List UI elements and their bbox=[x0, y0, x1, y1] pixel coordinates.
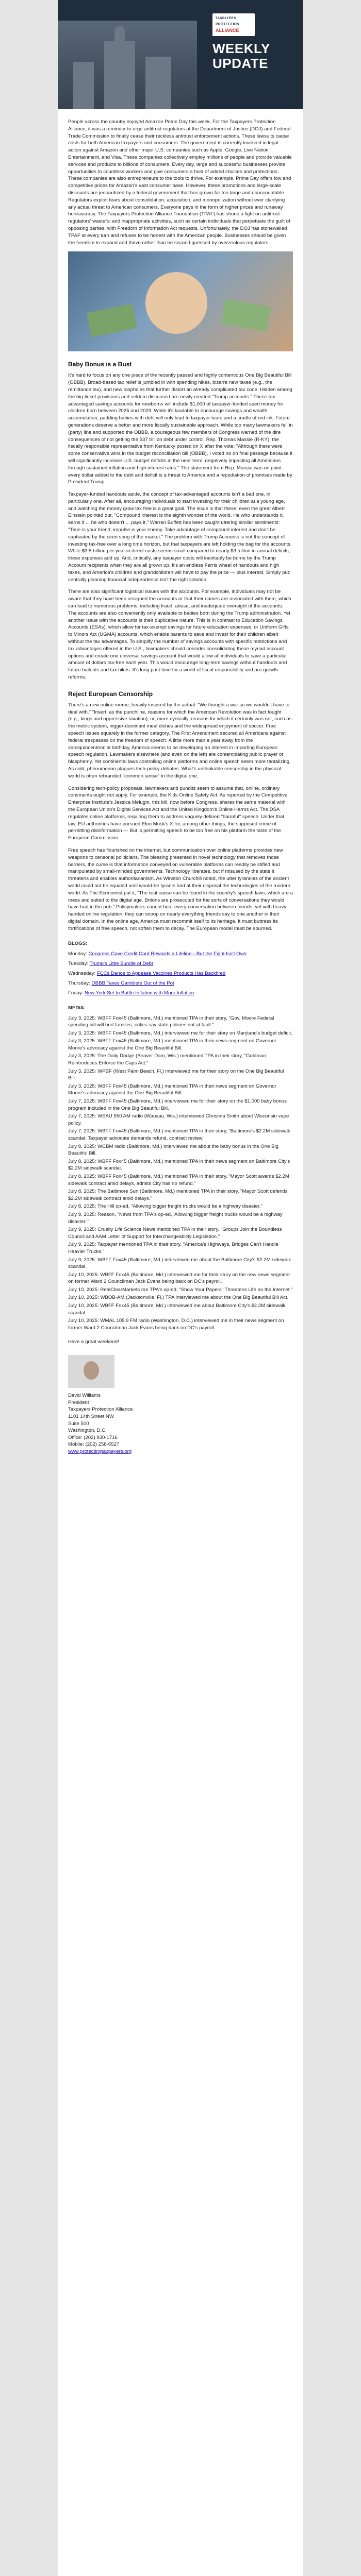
closing-line: Have a great weekend! bbox=[68, 1339, 119, 1345]
tpa-logo bbox=[212, 13, 255, 36]
signature-org: Taxpayers Protection Alliance bbox=[68, 1406, 133, 1413]
header-banner bbox=[58, 0, 303, 109]
signature-website-link[interactable]: www.protectingtaxpayers.org bbox=[68, 1449, 132, 1454]
capitol-skyline-image bbox=[58, 21, 197, 109]
media-item: July 10, 2025: WBFF Fox45 (Baltimore, Md.) interviewed me for their story on the new news segment on former Ward 2 Councilman Jack Evans being back on DC's payroll. bbox=[68, 1272, 290, 1285]
blog-link[interactable]: FCCs Dance to Appease Vaccines Products Has Backfired bbox=[96, 970, 226, 976]
section1-paragraph: It's hard to focus on any one piece of the recently passed and highly contentious One Big Beautiful Bill (OBBB). Broad-based tax relief is jumbled in with spending hikes, bizarre new taxes (e.g., the remittance tax), and new loopholes that further distort an already complicated tax code. Hidden among the big-ticket provisions and seldom discussed are newly created "Trump accounts." These tax-advantaged savings accounts for newborns will include $1,000 of taxpayer-funded seed money for children born between 2025 and 2029. While it's laudable to encourage savings and wealth accumulation, padding babies with debt will only lead to taxpayer tears and a cradle of red ink. Future generations deserve a better and more fiscally sustainable approach. While too many lawmakers fell in (party) line and supported the OBBB, a courageous few members of Congress warned of the dire consequences of not getting the $37 trillion debt under control. Rep. Thomas Massie (R-KY), the fiscally responsible representative from Kentucky posted on X after the vote: "Although there were some conservative wins in the budget reconciliation bill (OBBB), I voted no on final passage because it will significantly increase U.S. budget deficits in the near term, negatively impacting all Americans through sustained inflation and high interest rates." The statement from Rep. Massie was on point: every dollar added to the debt and deficit is a threat to America and a repudiation of promises made by President Trump. bbox=[68, 372, 293, 485]
media-item: July 10, 2025: RealClearMarkets ran TPA's op-ed, "Show Your Papers" Threatens Life on the Internet." bbox=[68, 1286, 293, 1293]
media-item: July 7, 2025: WSAU 550 AM radio (Wausau, Wis.) interviewed Christina Smith about Wisconsin vape policy. bbox=[68, 1113, 289, 1126]
signature-name: David Williams bbox=[68, 1393, 101, 1399]
media-item: July 3, 2025: WBFF Fox45 (Baltimore, Md.) mentioned TPA in their news segment on Governor Moore's advocacy against the One Big Beautiful Bill. bbox=[68, 1083, 276, 1096]
media-item: July 8, 2025: WCBM radio (Baltimore, Md.) interviewed me about the baby bonus in the One Big Beautiful Bill. bbox=[68, 1143, 278, 1157]
logo-line-1: TAXPAYERS bbox=[216, 17, 236, 20]
blog-item: Monday: Congress Gave Credit Card Rewards a Lifeline—But the Fight Isn't Over bbox=[68, 951, 247, 957]
intro-paragraph: People across the country enjoyed Amazon Prime Day this week. For the Taxpayers Protection Alliance, it was a reminder to urge antitrust regulators at the Department of Justice (DOJ) and Federal Trade Commission to finally cease their reckless antitrust enforcement actions. These lawsuits cause costs for both American taxpayers and consumers. The government is currently involved in legal action against Amazon and other major U.S. companies such as Apple, Google, Live Nation Entertainment, and Visa. These companies collectively employ millions of people and provide valuable services and products to billions of consumers. Every day, large and successful businesses provide opportunities to countless workers and give consumers a host of added choices and protections. These companies are also entrepreneurs to the tools to thrive. For example, Prime Day offers low and competitive prices for Amazon's vast consumer base. However, these promotions and large-scale discounts are jeopardized by a federal government that has grown far too large and unaccountable. Regulators exploit fears about consolidation, acquisition, and monopolization without ever clarifying any actual threat to American consumers. Everyone pays in the form of higher prices and runaway bureaucracy. The Taxpayers Protection Alliance Foundation (TPAF) has shone a light on antitrust regulators' wasteful and inappropriate activities, such as certain individuals that perpetuate the guilt of opposing parties, with Freedom of Information Act requests. Unfortunately, the DOJ has stonewalled TPAF at every turn and refuses to be honest with the American people. Businesses should be given the freedom to expand and thrive rather than be second guessed by overzealous regulators. bbox=[68, 119, 292, 246]
media-item: July 3, 2025: WBFF Fox45 (Baltimore, Md.) interviewed me for their story on Maryland's budget deficit. bbox=[68, 1030, 292, 1036]
section1-paragraph: There are also significant logistical issues with the accounts. For example, individuals may not be aware that they have been assigned the accounts or that their names are associated with them, which can lead to numerous problems, including fraud, abuse, and inadequate oversight of the accounts. The accounts are also conveniently only available to babies born during the Trump administration. Yet another issue with the accounts is their duplicative nature. This is in contrast to Education Savings Accounts (ESAs), which allow for tax-exempt savings for future education expenses, or Uniform Gifts to Minors Act (UGMA) accounts, which enable parents to save and invest for their children albeit without the tax advantages. To simplify the number of savings accounts with specific restrictions and tax advantages offered in the U.S., lawmakers should consider consolidating these myriad account options and create one universal savings account that would allow all individuals to save a particular amount of dollars tax-free each year. This would encourage long-term savings without handouts and future bailouts and tax hikes. It's long past time for a world of fiscal responsibility and pro-growth reforms. bbox=[68, 589, 291, 681]
signature-office-phone: Office: (202) 930-1716 bbox=[68, 1434, 118, 1440]
signature-address: Suite 500 bbox=[68, 1420, 89, 1427]
section-heading-baby-bonus: Baby Bonus is a Bust bbox=[68, 361, 132, 368]
media-label: MEDIA: bbox=[68, 1005, 86, 1011]
section1-paragraph: Taxpayer-funded handouts aside, the concept of tax-advantaged accounts isn't a bad one, in particularly one. After all, encouraging individuals to start investing for their children at a young age, and watching the money grow tax free is a great goal. The issue is that these, even the great Albert Einstein pointed out, "Compound interest is the eighth wonder of the world. He who understands it, earns it ... he who doesn't ... pays it." Warren Buffett has been caught uttering similar sentiments: "Time is your friend; impulse is your enemy. Take advantage of compound interest and don't be captivated by the siren song of the market." The problem with Trump Accounts is not the concept of investing tax-free over a long time horizon, but that taxpayers are left holding the bag for the accounts. While $3.5 billion per year in direct costs seems small compared to nearly $3 trillion in annual deficits, these expenses add up. And, critically, any taxpayer costs will inevitably be borne by the Trump Account recipients when they are all grown up. It's an endless Ferris wheel of handouts and high taxes, and America's children and grandchildren will have to pay the price — plus interest. Simply put: centrally planning financial independence isn't the right solution. bbox=[68, 492, 292, 583]
blog-link[interactable]: New York Set to Battle Inflation with More Inflation bbox=[85, 990, 194, 996]
email-body bbox=[58, 0, 303, 2576]
media-item: July 3, 2025: WBFF Fox45 (Baltimore, Md.) mentioned TPA in their news segment on Governor Moore's advocacy against the One Big Beautiful Bill. bbox=[68, 1038, 276, 1051]
media-item: July 9, 2025: Taxpayer mentioned TPA in their story, "America's Highways, Bridges Can't Handle Heavier Trucks." bbox=[68, 1242, 278, 1255]
signature-mobile-phone: Mobile: (202) 258-6527 bbox=[68, 1442, 120, 1448]
logo-line-2: PROTECTION bbox=[216, 23, 239, 26]
blog-item: Thursday: OBBB Taxes Gamblers Out of the Pot bbox=[68, 980, 174, 986]
logo-line-3: ALLIANCE bbox=[216, 28, 239, 33]
section3-paragraph: Free speech has flourished on the internet, but communication over online platforms provides new weapons to censorial politicians. The blessing presented in novel technology that removes those barriers, the curse is that information conveyed on vulnerable platforms can readily be stifled and manipulated by small-minded governments. Technology liberates, but if misused by the state it threatens and enables authoritarianism. As Winston Churchill noted, the utter tyrannies of the ancient world could not be equaled until would-be tyrants had at their disposal the technologies of the modern world. As The Economist put it, "The real cause can be found in the country's speech laws, which are a mess and suited to the digital age. Britons are prosecuted for the sorts of conversations they would have had in the pub." Policymakers cannot hear every conversation between friends, yet with heavy-handed online regulation, they can snoop on nearly everything friends say to one another in their digital domain. In the online age, America must recommit itself to its heritage. It must buttress its fortifications of free speech, not soften them to decay. The European model must be spurned. bbox=[68, 847, 293, 931]
blogs-label: BLOGS: bbox=[68, 940, 88, 946]
media-item: July 3, 2025: The Daily Dodge (Beaver Dam, Wis.) mentioned TPA in their story, "Goldman Reintroduces Enforce the Caps Act." bbox=[68, 1053, 266, 1066]
section2-paragraph: There's a new online meme, heavily inspired by the actual: "We thought a war so we wouldn't have to deal with." "Insert, as the punchline, reasons for which the American Revolution was in fact fought (e.g., kings and oppressive taxation), or, more cynically, reasons for which it certainly was not, such as the metric system, nigger-dominant meal dishes and the widespread enjoyment of soccer. Free speech issues squarely in the former category. The First Amendment secured all Americans against federal trespasses on the freedom of speech. A little more than a year away from the semiquincentennial birthday, America seems to be developing an interest in importing European speech regulation. Lawmakers elsewhere (and even on the left) are contemplating public prayer or blasphemy. Yet continental laws controlling online platforms and online speech seem more tantalizing. As cold, phenomenon plagues tech-policy debates: What's unthinkable censorship in the physical world is often rebranded "common sense" in the digital one. bbox=[68, 702, 292, 779]
media-item: July 8, 2025: The Hill op-ed, "Allowing bigger freight trucks would be a highway disaster." bbox=[68, 1204, 262, 1210]
section2-paragraph: Considering tech-policy proposals, lawmakers and pundits seem to assume that, online, ordinary constraints ought not apply. For example, the Kids Online Safety Act. As reported by the Competitive Enterprise Institute's Jessica Melugin, this bill, now before Congress, shares the same material with the European Union's Digital Services Act and the United Kingdom's Online Harms Act. The DSA regulates online platforms, requiring them to address vaguely defined "harmful" speech. Under that law, EU authorities have pursued Elon Musk's X for, among other things, the supposed crime of permitting disinformation — But is permitting speech to be too free on his platform the taste of the European Commission. bbox=[68, 785, 288, 841]
main-content bbox=[68, 118, 293, 1455]
media-item: July 9, 2025: WBFF Fox45 (Baltimore, Md.) interviewed me about the Baltimore City's $2.2M sidewalk scandal. bbox=[68, 1257, 291, 1270]
media-list bbox=[68, 1015, 293, 1332]
media-item: July 9, 2025: Reason, "News from TPA's op-ed, 'Allowing bigger freight trucks would be a highway disaster.'" bbox=[68, 1211, 283, 1225]
media-item: July 8, 2025: WBFF Fox45 (Baltimore, Md.) mentioned TPA in their news segment on Baltimore City's $2.2M sidewalk scandal. bbox=[68, 1158, 290, 1172]
signature-city: Washington, D.C. bbox=[68, 1428, 107, 1434]
media-item: July 7, 2025: WBFF Fox45 (Baltimore, Md.) interviewed me for their story on the $1,000 baby bonus program included in the One Big Beautiful Bill. bbox=[68, 1098, 287, 1111]
section-heading-censorship: Reject European Censorship bbox=[68, 690, 153, 698]
blog-link[interactable]: OBBB Taxes Gamblers Out of the Pot bbox=[91, 980, 174, 986]
media-item: July 8, 2025: WBFF Fox45 (Baltimore, Md.) mentioned TPA in their story, "Mayor Scott awards $2.2M sidewalk contract amid delays, admits City has no refund." bbox=[68, 1173, 289, 1187]
media-item: July 8, 2025: The Baltimore Sun (Baltimore, Md.) mentioned TPA in their story, "Mayor Scott defends $2.2M sidewalk contract amid delays." bbox=[68, 1189, 288, 1201]
weekly-update-title: WEEKLY UPDATE bbox=[212, 41, 270, 71]
blog-item: Tuesday: Trump's Little Bundle of Debt bbox=[68, 960, 153, 967]
baby-bonus-image bbox=[68, 251, 293, 351]
signature-photo bbox=[68, 1355, 114, 1388]
signature-address: 1101 14th Street NW bbox=[68, 1414, 114, 1420]
media-item: July 10, 2025: WMAL 105.9 FM radio (Washington, D.C.) interviewed me in their news segment on former Ward 2 Councilman Jack Evans being back on DC's payroll. bbox=[68, 1318, 284, 1331]
media-item: July 10, 2025: WBOB-AM (Jacksonville, Fl.) TPA interviewed me about the One Big Beautiful Bill Act. bbox=[68, 1295, 289, 1301]
media-item: July 10, 2025: WBFF Fox45 (Baltimore, Md.) interviewed me about Baltimore City's $2.2M sidewalk scandal. bbox=[68, 1303, 286, 1316]
blog-link[interactable]: Congress Gave Credit Card Rewards a Lifeline—But the Fight Isn't Over bbox=[88, 951, 247, 957]
blog-link[interactable]: Trump's Little Bundle of Debt bbox=[89, 960, 153, 967]
signature-title: President bbox=[68, 1399, 89, 1405]
media-item: July 9, 2025: Cruelty Life Science News mentioned TPA in their story, "Groups Join the Boundless Council and AAM Letter of Support for Interchangeability Legislation." bbox=[68, 1227, 282, 1240]
media-item: July 3, 2025: WBFF Fox45 (Baltimore, Md.) mentioned TPA in their story, "Gov. Moore Federal spending bill will hurt families, critics say state policies not at fault." bbox=[68, 1015, 274, 1028]
blog-item: Wednesday: FCCs Dance to Appease Vaccines Products Has Backfired bbox=[68, 970, 226, 976]
blog-item: Friday: New York Set to Battle Inflation with More Inflation bbox=[68, 990, 194, 996]
media-item: July 3, 2025: WPBF (West Palm Beach, Fl.) interviewed me for their story on the One Big Beautiful Bill. bbox=[68, 1068, 284, 1081]
media-item: July 7, 2025: WBFF Fox45 (Baltimore, Md.) mentioned TPA in their story, "Baltimore's $2.2M sidewalk scandal: Taxpayer advocate demands refund, contract review." bbox=[68, 1128, 290, 1142]
